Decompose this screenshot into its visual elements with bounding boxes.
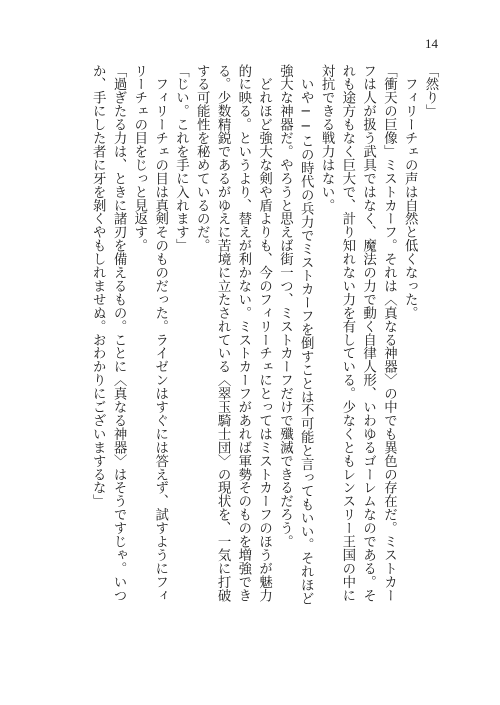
- text-line-12: する可能性を秘めているのだ。: [194, 64, 210, 253]
- text-line-13: 「じい。これを手に入れます」: [173, 64, 189, 253]
- text-line-14: フィリーチェの目は真剣そのものだった。ライゼンはすぐには答えず、試すようにフィ: [152, 64, 168, 602]
- text-line-5: れも途方もなく巨大で、計り知れない力を有している。少なくともレンスリー王国の中に: [339, 64, 355, 602]
- text-line-9: どれほど強大な剣や盾よりも、今のフィリーチェにとってはミストカーフのほうが魅力: [256, 64, 272, 602]
- text-line-4: フは人が扱う武具ではなく、魔法の力で動く自律人形、いわゆるゴーレムなのである。そ: [360, 64, 376, 602]
- text-line-6: 対抗できる戦力はない。: [319, 64, 335, 212]
- text-line-17: か、手にした者に牙を剝くやもしれませぬ。おわかりにございまするな」: [90, 64, 106, 508]
- text-line-10: 的に映る。というより、替えが利かない。ミストカーフがあれば軍勢そのものを増強でき: [235, 64, 251, 602]
- text-line-11: る。少数精鋭であるがゆえに苦境に立たされている〈翠玉騎士団〉の現状を、一気に打破: [215, 64, 231, 602]
- vertical-text-body: [60, 64, 440, 664]
- text-line-1: 「然り」: [423, 64, 438, 118]
- text-line-8: 強大な神器だ。やろうと思えば街一つ、ミストカーフだけで殲滅できるだろう。: [277, 64, 293, 549]
- text-line-15: リーチェの目をじっと見返す。: [131, 64, 147, 253]
- text-line-3: 「衝天の巨像」ミストカーフ。それは〈真なる神器〉の中でも異色の存在だ。ミストカー: [381, 64, 397, 602]
- text-line-2: フィリーチェの声は自然と低くなった。: [402, 64, 418, 320]
- text-line-7: いや──この時代の兵力でミストカーフを倒すことは不可能と言ってもいい。それほど: [298, 64, 314, 606]
- text-line-16: 「過ぎたる力は、ときに諸刃を備えるもの。ことに〈真なる神器〉はそうですじゃ。いつ: [111, 64, 127, 602]
- page-number: 14: [425, 36, 438, 51]
